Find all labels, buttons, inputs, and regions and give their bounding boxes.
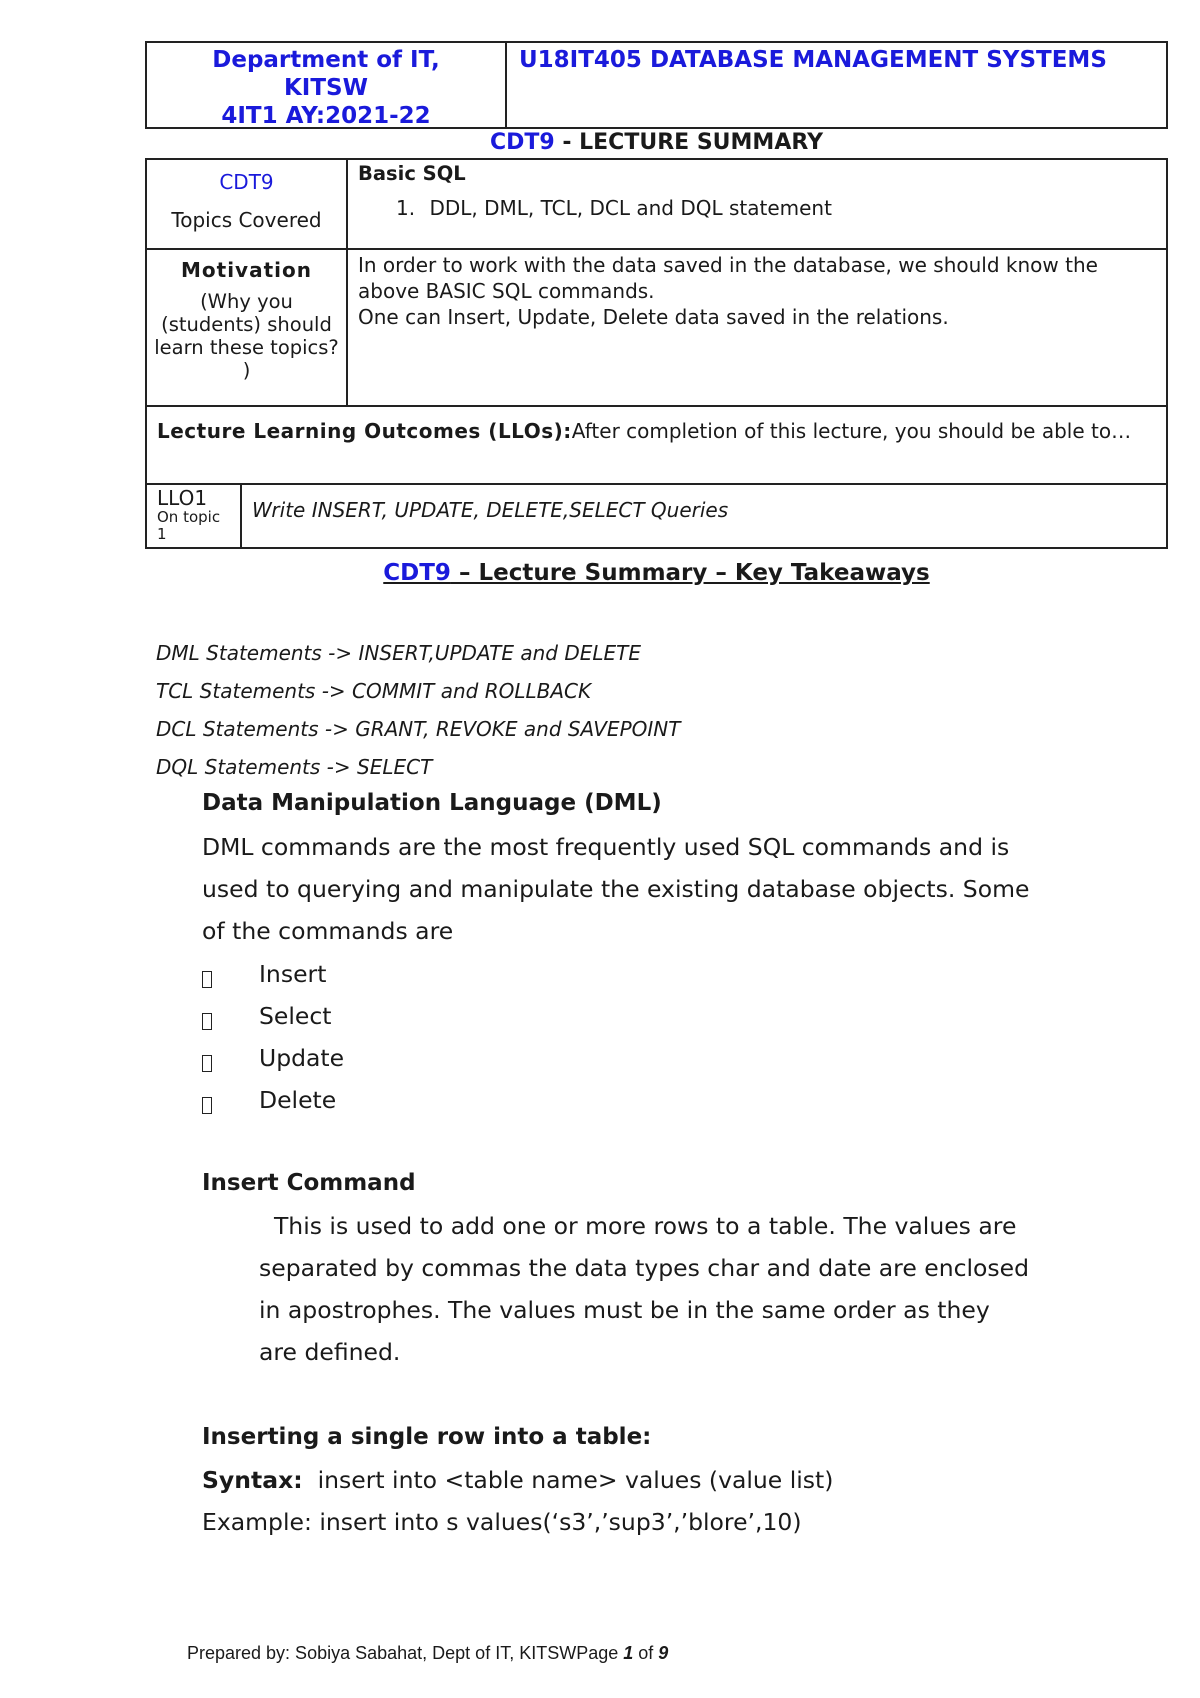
lecture-summary-title: [145, 130, 1168, 156]
course-title: U18IT405 DATABASE MANAGEMENT SYSTEMS: [519, 47, 1107, 73]
institute-name: KITSW: [283, 75, 368, 101]
motivation-label-cell: [147, 250, 348, 405]
topics-content-cell: [348, 160, 1166, 248]
key-takeaways-title: [145, 560, 1168, 586]
bullet-box-icon: [202, 1050, 212, 1074]
dml-item-insert: Insert: [259, 960, 327, 988]
example-line: Example: insert into s values(‘s3’,’sup3’,’blore’,10): [202, 1508, 802, 1536]
bullet-box-icon: [202, 1008, 212, 1032]
motivation-subtitle: (Why you (students) should learn these topics? ): [154, 290, 339, 382]
topics-label: Topics Covered: [171, 208, 322, 232]
footer-page-number: 1: [623, 1643, 634, 1663]
llo1-label-cell: [147, 485, 242, 547]
footer-page-label: Page: [576, 1643, 624, 1663]
lecture-table: [145, 158, 1168, 549]
topics-item-text: DDL, DML, TCL, DCL and DQL statement: [429, 196, 832, 220]
department-name: Department of IT,: [212, 47, 440, 73]
llo-header-text: After completion of this lecture, you should be able to…: [571, 419, 1132, 443]
header-box: [145, 41, 1168, 129]
dml-text-2: used to querying and manipulate the existing database objects. Some: [202, 875, 1030, 903]
syntax-line: [202, 1466, 833, 1494]
topics-row: [147, 160, 1166, 250]
llo-header: [147, 407, 1166, 483]
takeaways-text: – Lecture Summary – Key Takeaways: [450, 560, 930, 586]
academic-year: 4IT1 AY:2021-22: [221, 103, 431, 129]
motivation-title: Motivation: [181, 258, 312, 282]
llo-header-row: [147, 407, 1166, 485]
footer-author: Prepared by: Sobiya Sabahat, Dept of IT, KITSW: [187, 1643, 577, 1663]
summary-title-text: - LECTURE SUMMARY: [554, 130, 824, 155]
motivation-row: [147, 250, 1166, 407]
statement-dcl: DCL Statements -> GRANT, REVOKE and SAVEPOINT: [156, 717, 681, 741]
topics-item-number: 1.: [396, 196, 416, 220]
insert-text-1: This is used to add one or more rows to a table. The values are: [259, 1212, 1017, 1240]
statement-dml: DML Statements -> INSERT,UPDATE and DELETE: [156, 641, 641, 665]
statement-tcl: TCL Statements -> COMMIT and ROLLBACK: [156, 679, 592, 703]
department-cell: [147, 43, 507, 127]
topics-heading: Basic SQL: [358, 162, 466, 185]
llo1-text: Write INSERT, UPDATE, DELETE,SELECT Queries: [252, 498, 729, 522]
syntax-label: Syntax:: [202, 1466, 303, 1494]
motivation-content-cell: [348, 250, 1166, 405]
llo1-code: LLO1: [157, 486, 208, 510]
dml-text-1: DML commands are the most frequently used SQL commands and is: [202, 833, 1010, 861]
dml-item-update: Update: [259, 1044, 345, 1072]
insert-text-4: are defined.: [259, 1338, 401, 1366]
page-footer: [187, 1643, 668, 1664]
bullet-box-icon: [202, 1092, 212, 1116]
footer-page-total: 9: [658, 1643, 669, 1663]
motivation-text-1: In order to work with the data saved in the database, we should know the above BASIC SQL commands.: [358, 253, 1098, 303]
llo1-topic: On topic 1: [157, 508, 221, 543]
dml-heading: Data Manipulation Language (DML): [202, 790, 662, 816]
dml-item-select: Select: [259, 1002, 332, 1030]
takeaways-code: CDT9: [383, 560, 451, 586]
insert-text-2: separated by commas the data types char and date are enclosed: [259, 1254, 1030, 1282]
bullet-box-icon: [202, 966, 212, 990]
insert-heading: Insert Command: [202, 1170, 416, 1196]
topics-item: [358, 196, 1156, 220]
dml-text-3: of the commands are: [202, 917, 454, 945]
topics-label-cell: [147, 160, 348, 248]
summary-code: CDT9: [489, 130, 555, 155]
insert-text-3: in apostrophes. The values must be in the same order as they: [259, 1296, 990, 1324]
syntax-text: insert into <table name> values (value list): [302, 1466, 834, 1494]
dml-item-delete: Delete: [259, 1086, 337, 1114]
statement-dql: DQL Statements -> SELECT: [156, 755, 433, 779]
llo-header-label: Lecture Learning Outcomes (LLOs):: [157, 419, 572, 443]
topics-code: CDT9: [219, 170, 274, 194]
single-row-heading: Inserting a single row into a table:: [202, 1424, 652, 1450]
footer-of: of: [633, 1643, 659, 1663]
motivation-text-2: One can Insert, Update, Delete data saved in the relations.: [358, 305, 949, 329]
llo1-row: [147, 485, 1166, 547]
